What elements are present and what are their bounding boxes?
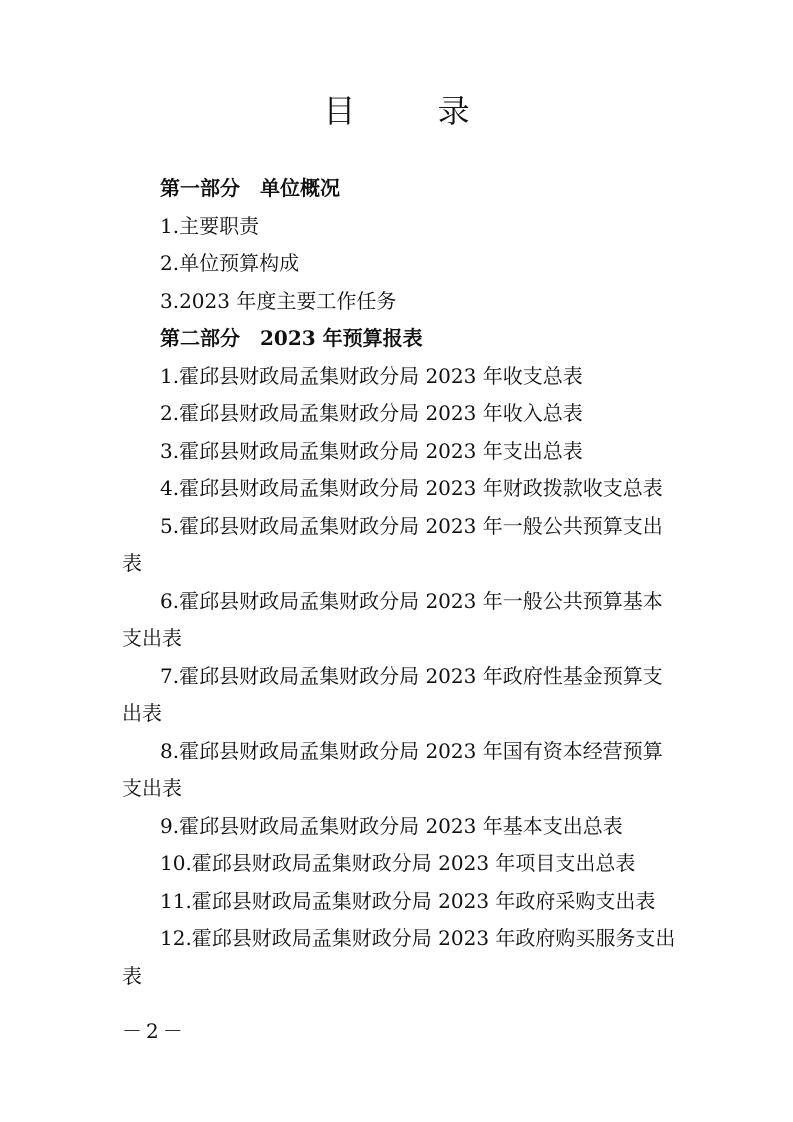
toc-item: 3.2023 年度主要工作任务 xyxy=(160,288,397,313)
table-of-contents xyxy=(122,170,682,995)
toc-item: 3.霍邱县财政局孟集财政分局 2023 年支出总表 xyxy=(160,438,583,463)
toc-item: 6.霍邱县财政局孟集财政分局 2023 年一般公共预算基本支出表 xyxy=(122,588,663,650)
page-title: 目 录 xyxy=(323,92,506,130)
toc-item: 1.霍邱县财政局孟集财政分局 2023 年收支总表 xyxy=(160,363,583,388)
toc-item: 2.单位预算构成 xyxy=(160,251,300,275)
toc-item: 11.霍邱县财政局孟集财政分局 2023 年政府采购支出表 xyxy=(160,888,656,913)
toc-item: 4.霍邱县财政局孟集财政分局 2023 年财政拨款收支总表 xyxy=(160,476,663,500)
toc-item: 2.霍邱县财政局孟集财政分局 2023 年收入总表 xyxy=(160,401,583,425)
toc-item: 10.霍邱县财政局孟集财政分局 2023 年项目支出总表 xyxy=(160,851,636,875)
part1-heading: 第一部分 单位概况 xyxy=(160,176,340,200)
part2-heading: 第二部分 2023 年预算报表 xyxy=(160,326,423,350)
toc-item: 5.霍邱县财政局孟集财政分局 2023 年一般公共预算支出表 xyxy=(122,513,663,575)
toc-item: 9.霍邱县财政局孟集财政分局 2023 年基本支出总表 xyxy=(160,813,623,838)
toc-item: 8.霍邱县财政局孟集财政分局 2023 年国有资本经营预算支出表 xyxy=(122,738,663,800)
toc-item: 12.霍邱县财政局孟集财政分局 2023 年政府购买服务支出表 xyxy=(122,926,676,988)
page-number: －2－ xyxy=(122,1019,187,1043)
toc-item: 1.主要职责 xyxy=(160,213,260,238)
toc-item: 7.霍邱县财政局孟集财政分局 2023 年政府性基金预算支出表 xyxy=(122,663,663,725)
